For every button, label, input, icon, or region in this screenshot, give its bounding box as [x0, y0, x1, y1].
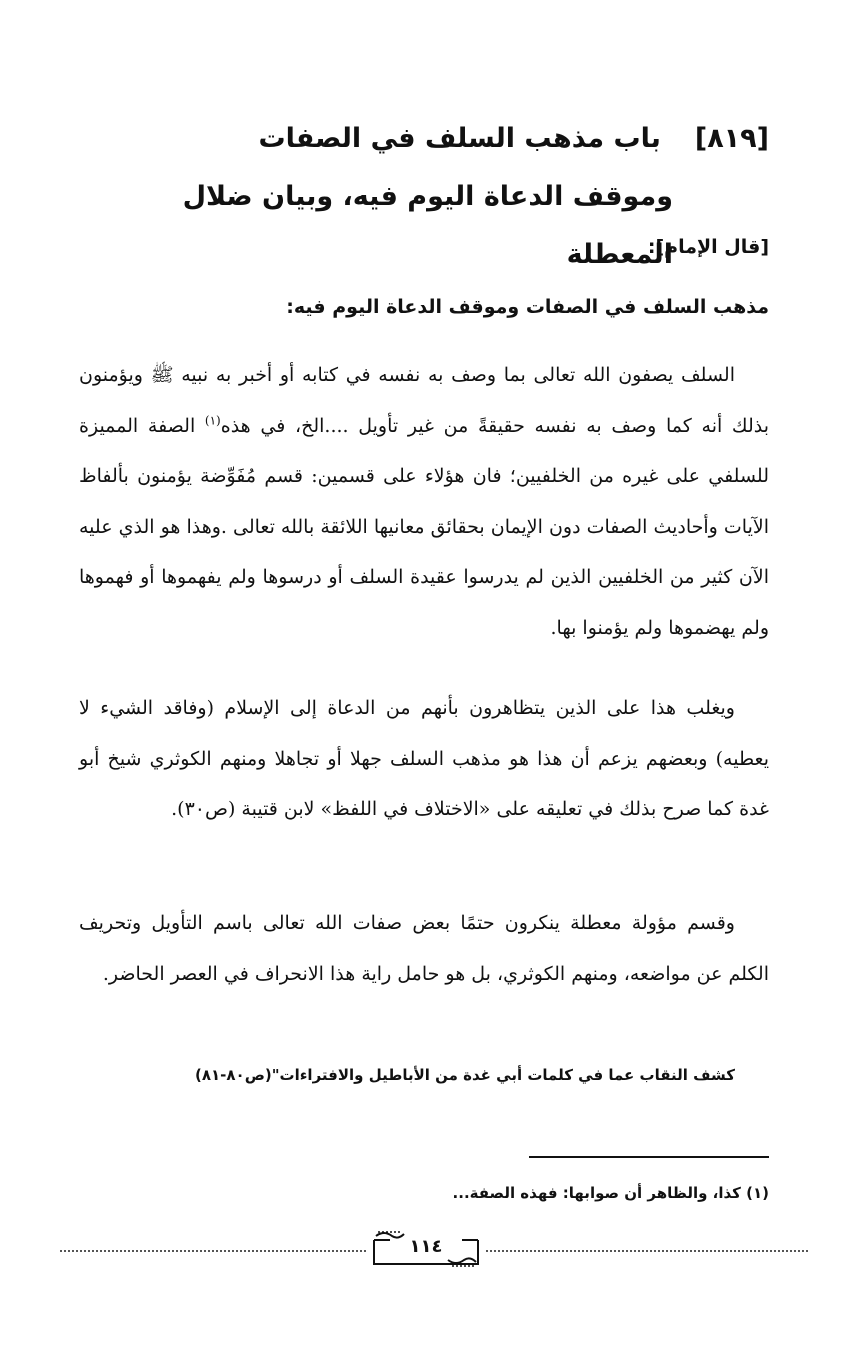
- folio-dotted-line-left: [60, 1250, 366, 1252]
- chapter-number: [٨١٩]: [694, 123, 769, 154]
- source-citation: كشف النقاب عما في كلمات أبي غدة من الأباطيل والافتراءات"(ص٨٠-٨١): [194, 1066, 735, 1084]
- page-number-frame: [370, 1230, 482, 1268]
- paragraph-3: وقسم مؤولة معطلة ينكرون حتمًا بعض صفات الله تعالى باسم التأويل وتحريف الكلم عن مواضعه، ومنهم الكوثري، بل هو حامل راية هذا الانحراف في العصر الحاضر.: [79, 912, 769, 985]
- imam-label: [قال الإمام]:: [647, 236, 769, 258]
- footnote-text: (١) كذا، والظاهر أن صوابها: فهذه الصفة...: [452, 1184, 769, 1202]
- paragraph-1-part1: السلف يصفون الله تعالى بما وصف به نفسه في كتابه أو أخبر به نبيه ﷺ ويؤمنون بذلك أنه كما وصف به نفسه حقيقةً من غير تأويل ....الخ، في هذه: [79, 364, 769, 437]
- footnote-marker: (١): [204, 413, 221, 428]
- section-heading: مذهب السلف في الصفات وموقف الدعاة اليوم فيه:: [286, 296, 769, 318]
- paragraph-1: [79, 350, 769, 653]
- page-number: ١١٤: [409, 1236, 443, 1257]
- paragraph-1-part2: الصفة المميزة للسلفي على غيره من الخلفيين؛ فان هؤلاء على قسمين: قسم مُفَوِّضة يؤمنون بألفاظ الآيات وأحاديث الصفات دون الإيمان بحقائق معانيها اللائقة بالله تعالى .وهذا هو الذي عليه الآن كثير من الخلفيين الذين لم يدرسوا عقيدة السلف أو درسوها ولم يفهموها أو فهموها ولم يهضموها ولم يؤمنوا بها.: [79, 414, 769, 639]
- footnote-divider: [529, 1156, 769, 1158]
- paragraph-2: ويغلب هذا على الذين يتظاهرون بأنهم من الدعاة إلى الإسلام (وفاقد الشيء لا يعطيه) وبعضهم يزعم أن هذا هو مذهب السلف جهلا أو تجاهلا ومنهم الكوثري شيخ أبو غدة كما صرح بذلك في تعليقه على «الاختلاف في اللفظ» لابن قتيبة (ص٣٠).: [79, 697, 769, 820]
- chapter-title-line2: وموقف الدعاة اليوم فيه، وبيان ضلال المعطلة: [182, 181, 673, 270]
- chapter-title-line1: باب مذهب السلف في الصفات: [258, 123, 661, 154]
- folio-dotted-line-right: [486, 1250, 808, 1252]
